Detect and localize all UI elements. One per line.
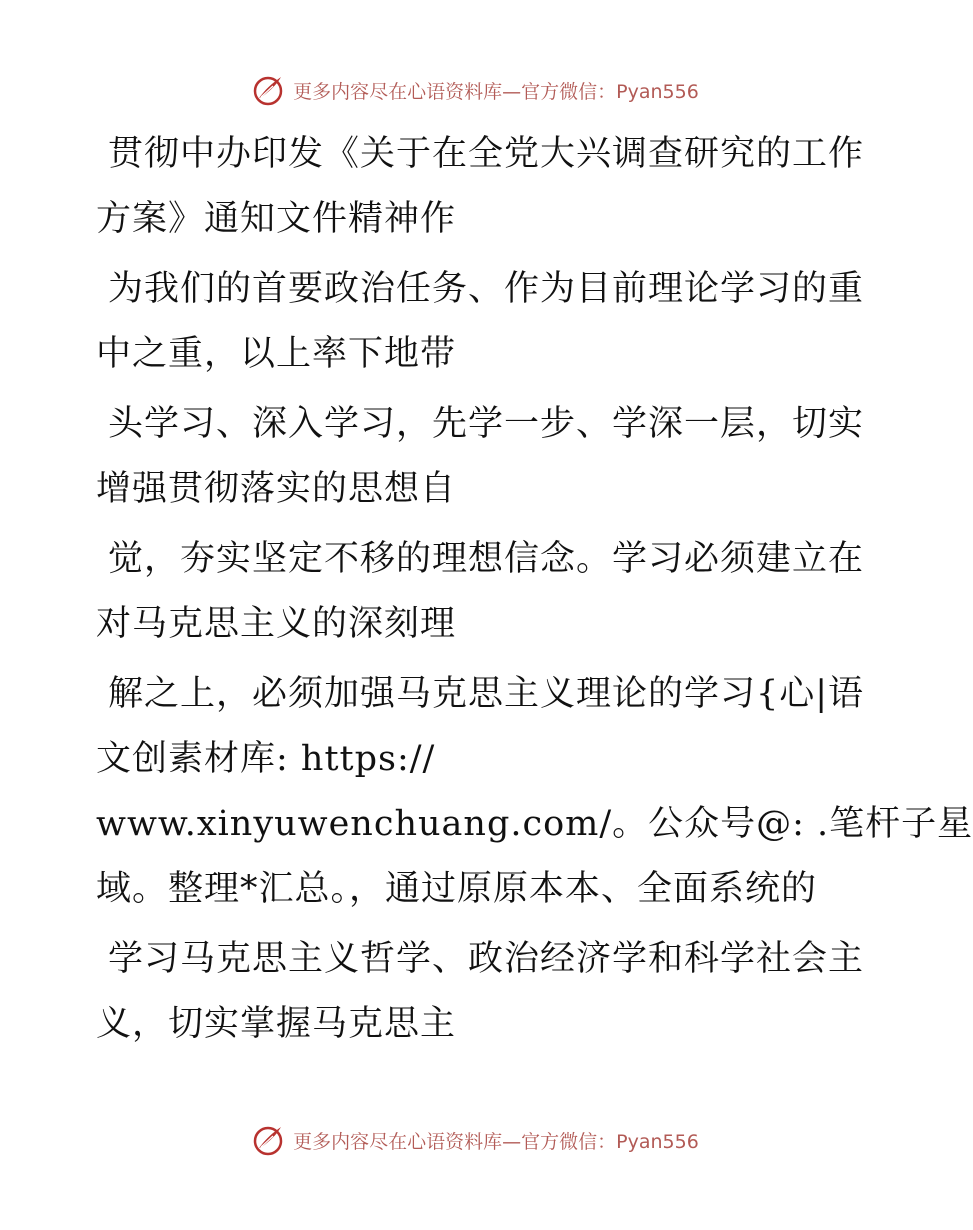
- paragraph-3: [96, 392, 865, 522]
- header-banner-text: 更多内容尽在心语资料库—官方微信：Pyan556: [293, 80, 699, 103]
- text-line: 学习马克思主义哲学、政治经济学和科学社会主: [108, 939, 865, 979]
- text-line: 觉，夯实坚定不移的理想信念。学习必须建立在: [108, 539, 865, 579]
- text-line: 解之上，必须加强马克思主义理论的学习{心|语: [108, 674, 865, 714]
- footer-banner: [0, 1120, 950, 1160]
- text-line: www.xinyuwenchuang.com/。公众号@: .笔杆子星: [96, 804, 973, 844]
- paragraph-4: [96, 527, 865, 657]
- quill-logo-icon: [251, 1122, 287, 1158]
- text-line: 头学习、深入学习，先学一步、学深一层，切实: [108, 404, 865, 444]
- text-line: 方案》通知文件精神作: [96, 199, 457, 239]
- text-line: 对马克思主义的深刻理: [96, 604, 457, 644]
- text-line: 中之重，以上率下地带: [96, 334, 457, 374]
- text-line: 文创素材库: https://: [96, 739, 436, 779]
- text-line: 为我们的首要政治任务、作为目前理论学习的重: [108, 269, 865, 309]
- text-line: 贯彻中办印发《关于在全党大兴调查研究的工作: [108, 134, 865, 174]
- text-line: 义，切实掌握马克思主: [96, 1004, 457, 1044]
- text-line: 域。整理*汇总。，通过原原本本、全面系统的: [96, 869, 818, 909]
- paragraph-6: [96, 927, 865, 1057]
- paragraph-2: [96, 257, 865, 387]
- quill-logo-icon: [251, 72, 287, 108]
- text-line: 增强贯彻落实的思想自: [96, 469, 457, 509]
- paragraph-5: [96, 662, 973, 922]
- paragraph-1: [96, 122, 865, 252]
- footer-banner-text: 更多内容尽在心语资料库—官方微信：Pyan556: [293, 1130, 699, 1153]
- document-body: [96, 122, 973, 1057]
- header-banner: [0, 70, 950, 110]
